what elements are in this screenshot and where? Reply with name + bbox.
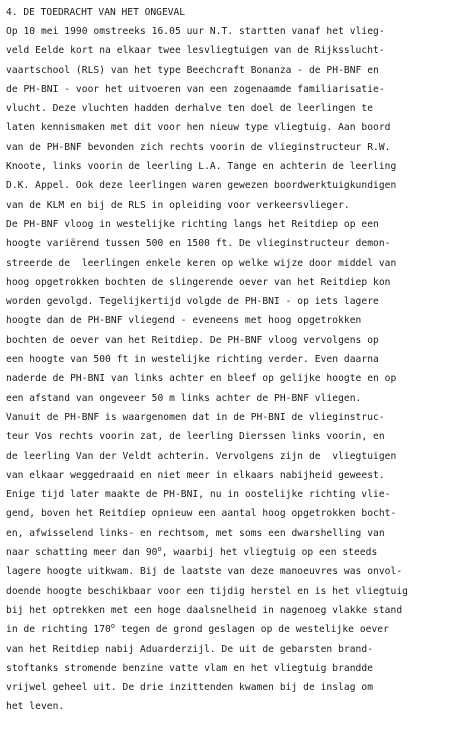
text-line: streerde de leerlingen enkele keren op welke wijze door middel van: [6, 257, 397, 269]
text-line: en, afwisselend links- en rechtsom, met soms een dwarshelling van: [6, 527, 385, 539]
text-line: van de PH-BNF bevonden zich rechts voorin de vlieginstructeur R.W.: [6, 141, 391, 153]
text-line: naar schatting meer dan 90$^o$, waarbij het vliegtuig op een steeds: [6, 545, 378, 559]
text-line: stoftanks stromende benzine vatte vlam en het vliegtuig brandde: [6, 662, 374, 674]
text-line: de PH-BNI - voor het uitvoeren van een zogenaamde familiarisatie-: [6, 83, 385, 95]
text-line: vlucht. Deze vluchten hadden derhalve ten doel de leerlingen te: [6, 103, 374, 115]
text-line: Knoote, links voorin de leerling L.A. Tange en achterin de leerling: [6, 161, 397, 173]
text-line: van elkaar weggedraaid en niet meer in elkaars nabijheid geweest.: [6, 469, 385, 481]
text-line: bochten de oever van het Reitdiep. De PH-BNF vloog vervolgens op: [6, 334, 379, 346]
text-line: vaartschool (RLS) van het type Beechcraft Bonanza - de PH-BNF en: [6, 64, 379, 76]
text-line: hoogte variërend tussen 500 en 1500 ft. De vlieginstructeur demon-: [6, 238, 391, 250]
text-line: teur Vos rechts voorin zat, de leerling Dierssen links voorin, en: [6, 431, 385, 443]
text-line: De PH-BNF vloog in westelijke richting langs het Reitdiep op een: [6, 218, 379, 230]
text-line: in de richting 170$^o$ tegen de grond geslagen op de westelijke oever: [6, 622, 389, 636]
text-line: lagere hoogte uitkwam. Bij de laatste van deze manoeuvres was onvol-: [6, 566, 403, 578]
text-line: een afstand van ongeveer 50 m links achter de PH-BNF vliegen.: [6, 392, 362, 404]
text-line: hoogte dan de PH-BNF vliegend - eveneens met hoog opgetrokken: [6, 315, 362, 327]
text-line: een hoogte van 500 ft in westelijke richting verder. Even daarna: [6, 354, 379, 366]
text-line: Op 10 mei 1990 omstreeks 16.05 uur N.T. startten vanaf het vlieg-: [6, 26, 385, 37]
text-line: vrijwel geheel uit. De drie inzittenden kwamen bij de inslag om: [6, 682, 374, 694]
text-line: doende hoogte beschikbaar voor een tijdig herstel en is het vliegtuig: [6, 585, 408, 597]
section-heading: 4. DE TOEDRACHT VAN HET ONGEVAL: [6, 7, 186, 18]
text-line: naderde de PH-BNI van links achter en bleef op gelijke hoogte en op: [6, 373, 397, 385]
body-text: [6, 22, 466, 717]
text-line: laten kennismaken met dit voor hen nieuw type vliegtuig. Aan boord: [6, 122, 391, 134]
text-line: Vanuit de PH-BNF is waargenomen dat in de PH-BNI de vlieginstruc-: [6, 411, 385, 423]
text-line: bij het optrekken met een hoge daalsnelheid in nagenoeg vlakke stand: [6, 604, 403, 616]
text-line: veld Eelde kort na elkaar twee lesvliegtuigen van de Rijksslucht-: [6, 45, 385, 57]
text-line: Enige tijd later maakte de PH-BNI, nu in oostelijke richting vlie-: [6, 489, 391, 501]
text-line: hoog opgetrokken bochten de slingerende oever van het Reitdiep kon: [6, 276, 391, 288]
text-line: D.K. Appel. Ook deze leerlingen waren gewezen boordwerktuigkundigen: [6, 180, 397, 192]
text-line: de leerling Van der Veldt achterin. Vervolgens zijn de vliegtuigen: [6, 450, 397, 462]
text-line: van de KLM en bij de RLS in opleiding voor verkeersvlieger.: [6, 199, 350, 211]
text-line: worden gevolgd. Tegelijkertijd volgde de PH-BNI - op iets lagere: [6, 296, 379, 308]
text-line: van het Reitdiep nabij Aduarderzijl. De uit de gebarsten brand-: [6, 643, 374, 655]
text-line: het leven.: [6, 701, 65, 713]
text-line: gend, boven het Reitdiep opnieuw een aantal hoog opgetrokken bocht-: [6, 508, 397, 520]
